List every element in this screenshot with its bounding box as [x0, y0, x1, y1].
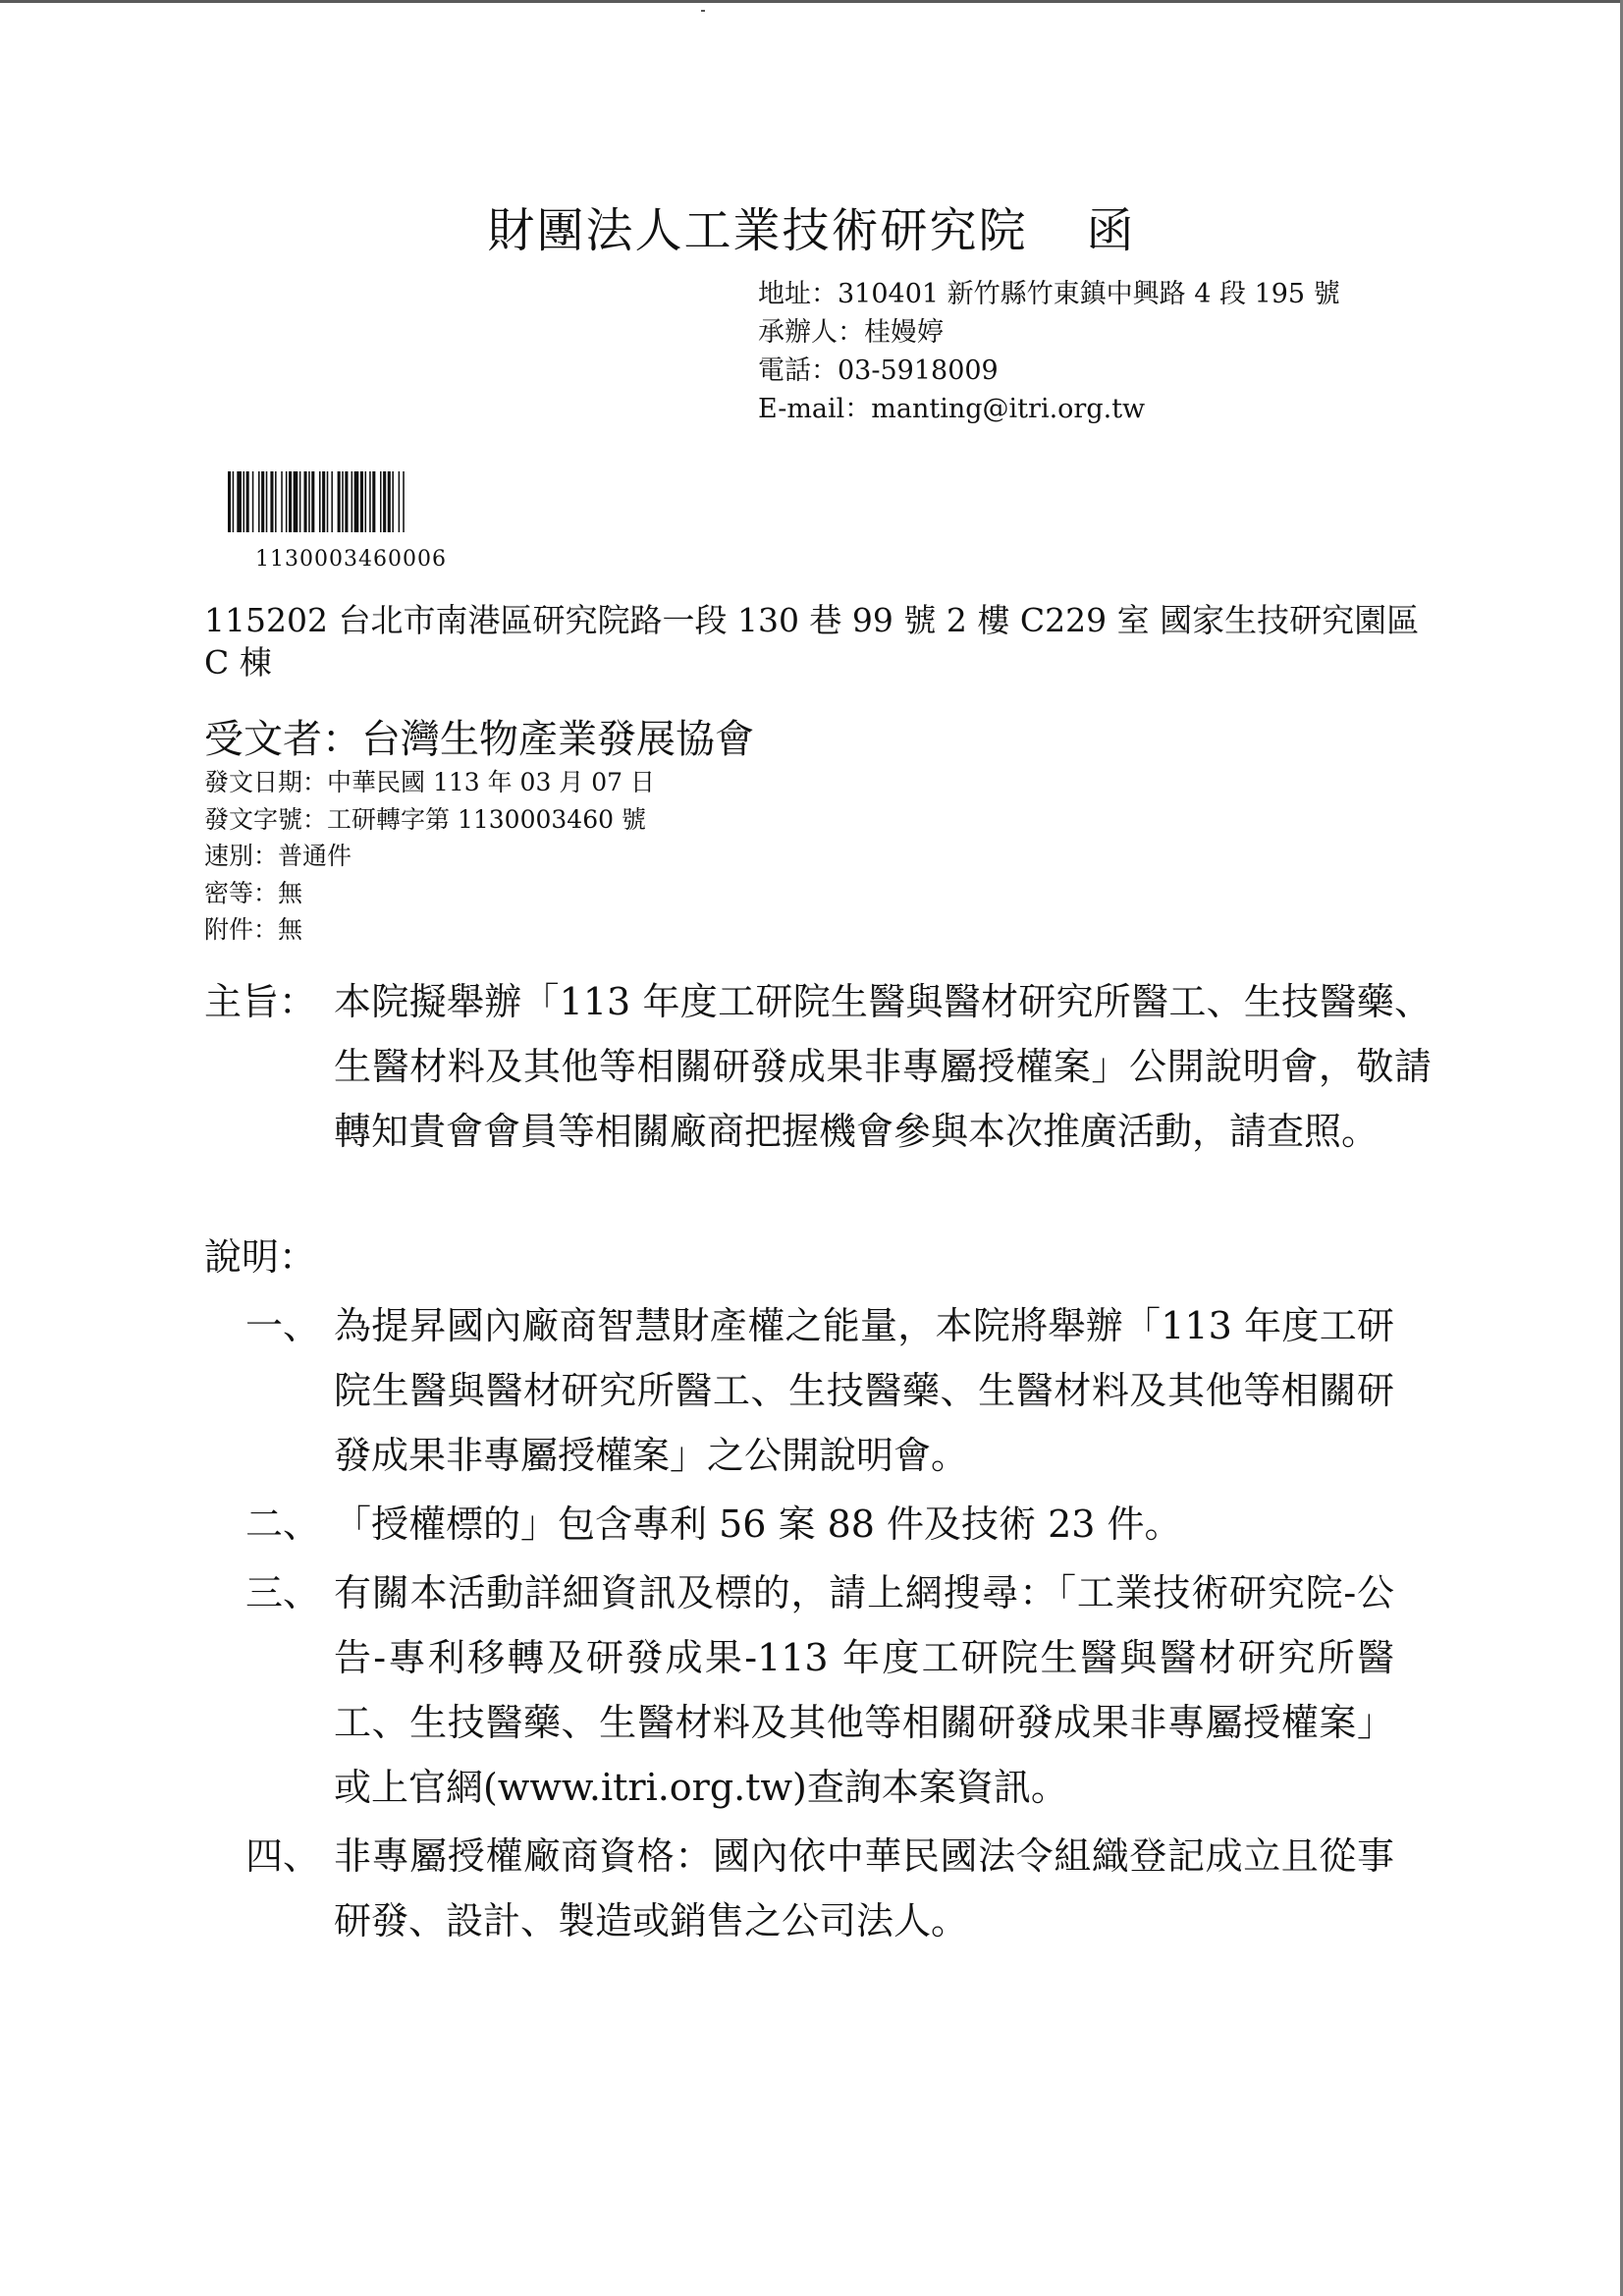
barcode [228, 471, 471, 532]
item-text: 非專屬授權廠商資格：國內依中華民國法令組織登記成立且從事研發、設計、製造或銷售之公司法人。 [334, 1834, 1394, 1942]
sender-phone: 電話：03-5918009 [758, 355, 999, 386]
organization-name: 財團法人工業技術研究院 [487, 203, 1028, 258]
document-title [0, 201, 1623, 260]
scan-edge-top [0, 0, 1623, 3]
explanation-item [245, 1560, 1394, 1820]
recipient-address: 115202 台北市南港區研究院路一段 130 巷 99 號 2 樓 C229 室 國家生技研究園區 C 棟 [204, 601, 1420, 682]
scan-speck [701, 10, 705, 12]
sender-contact-person: 承辦人：桂嫚婷 [758, 317, 944, 348]
recipient: 受文者：台灣生物產業發展協會 [204, 717, 754, 762]
item-text: 為提昇國內廠商智慧財產權之能量，本院將舉辦「113 年度工研院生醫與醫材研究所醫工、生技醫藥、生醫材料及其他等相關研發成果非專屬授權案」之公開說明會。 [334, 1304, 1394, 1477]
sender-email: E-mail：manting@itri.org.tw [758, 394, 1146, 424]
attachment: 附件：無 [204, 915, 303, 944]
item-number: 三、 [245, 1571, 321, 1614]
item-number: 四、 [245, 1834, 321, 1878]
item-number: 一、 [245, 1304, 321, 1347]
secrecy-level: 密等：無 [204, 878, 303, 907]
issue-date: 發文日期：中華民國 113 年 03 月 07 日 [204, 768, 656, 796]
document-type: 函 [1086, 203, 1136, 258]
barcode-number: 1130003460006 [255, 547, 447, 572]
sender-address: 地址：310401 新竹縣竹東鎮中興路 4 段 195 號 [758, 279, 1340, 309]
explanation-item [245, 1824, 1394, 1953]
item-text: 「授權標的」包含專利 56 案 88 件及技術 23 件。 [334, 1503, 1182, 1546]
sender-info [758, 275, 1340, 428]
document-meta [204, 764, 655, 949]
subject-label: 主旨： [204, 980, 317, 1023]
item-number: 二、 [245, 1503, 321, 1546]
document-number: 發文字號：工研轉字第 1130003460 號 [204, 804, 646, 834]
delivery-speed: 速別：普通件 [204, 842, 352, 870]
item-text: 有關本活動詳細資訊及標的，請上網搜尋：「工業技術研究院-公告-專利移轉及研發成果-113 年度工研院生醫與醫材研究所醫工、生技醫藥、生醫材料及其他等相關研發成果非專屬授權案」或上官網(www.itri.org.tw)查詢本案資訊。 [334, 1571, 1394, 1809]
subject-text: 本院擬舉辦「113 年度工研院生醫與醫材研究所醫工、生技醫藥、生醫材料及其他等相關研發成果非專屬授權案」公開說明會，敬請轉知貴會會員等相關廠商把握機會參與本次推廣活動，請查照。 [334, 980, 1432, 1153]
explanation-heading: 說明： [204, 1235, 317, 1279]
explanation-list [245, 1293, 1394, 1957]
explanation-item [245, 1293, 1394, 1488]
explanation-item [245, 1492, 1394, 1557]
subject-section [204, 969, 1432, 1164]
